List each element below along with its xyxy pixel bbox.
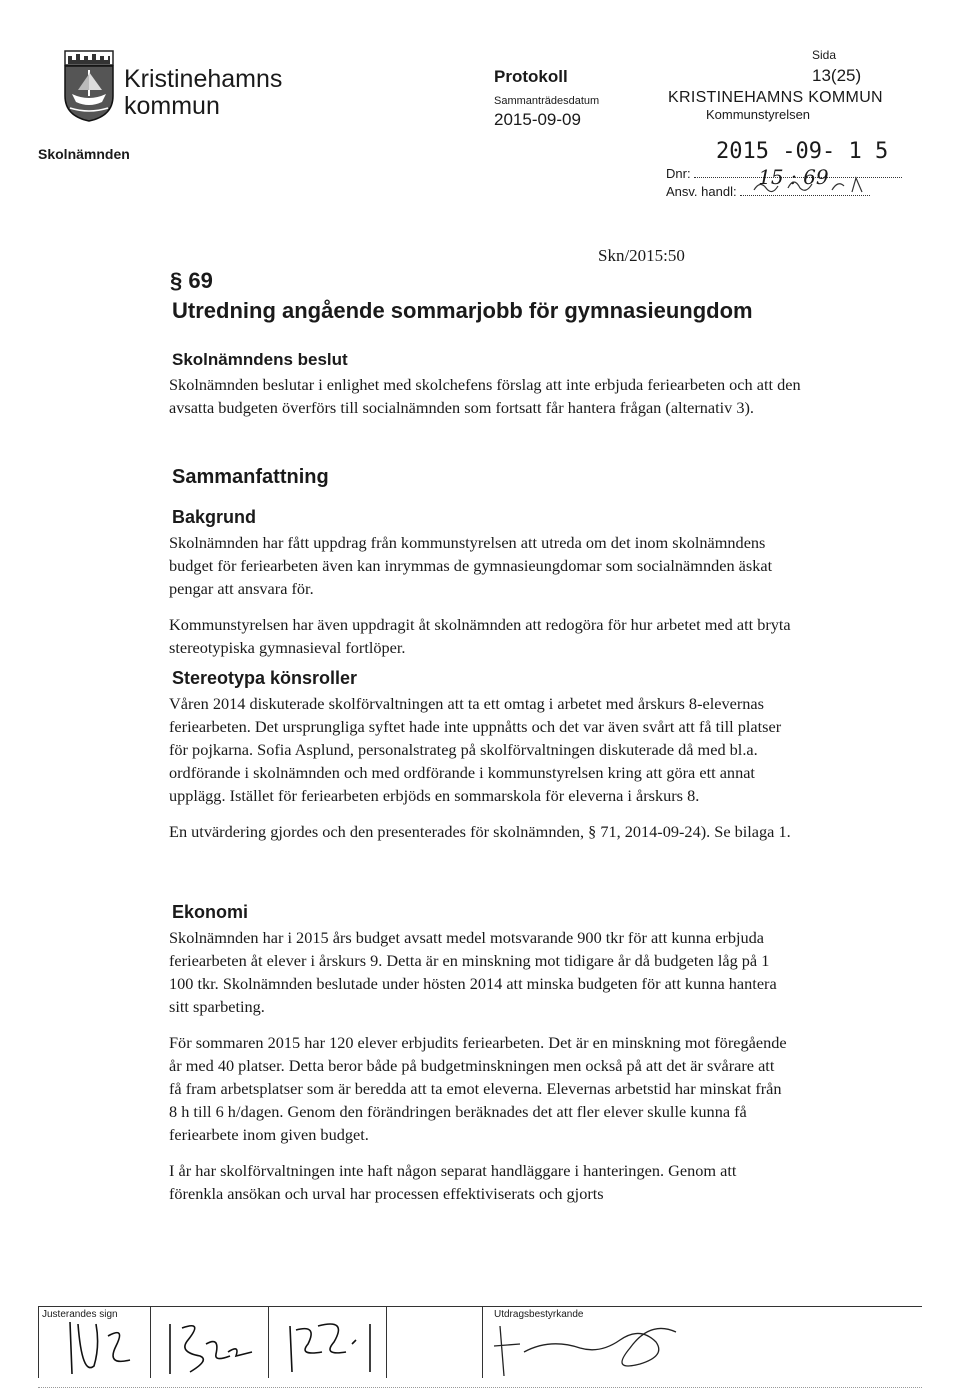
stereotypes-heading: Stereotypa könsroller <box>172 668 358 688</box>
municipal-coat-of-arms-icon <box>64 50 114 122</box>
stamp-date: 2015 -09- 1 5 <box>716 139 889 164</box>
background-heading: Bakgrund <box>172 507 257 527</box>
signature-2-icon <box>160 1316 264 1380</box>
stereotypes-paragraph-1: Våren 2014 diskuterade skolförvaltningen att ta ett omtag i arbetet med årskurs 8-elevernas feriearbeten. Det ursprungliga syftet hade inte uppnåtts och det var även svårt att få till platser för pojkarna. Sofia Asplund, personalstrateg på skolförvaltningen diskuterade då med bl.a. ordförande i skolnämnden och med ordförande i kommunstyrelsen kring att göra ett annat upplägg. Istället för feriearbeten erbjöds en sommarskola för eleverna i årskurs 8. <box>169 694 782 805</box>
stamp-responsible-label: Ansv. handl: <box>666 184 737 199</box>
economy-paragraph-2: För sommaren 2015 har 120 elever erbjudits feriearbeten. Det är en minskning mot föregående år med 40 platser. Detta beror både på budgetminskningen men också på att det är svårare att få fram arbetsplatser som är beredda att ta emot eleverna. Elevernas arbetstid har minskat från 8 h till 6 h/dagen. Genom den förändringen beräknades det att fler elever skulle kunna få feriearbete inom given budget. <box>169 1033 787 1144</box>
economy-heading: Ekonomi <box>172 902 249 922</box>
certification-label: Utdragsbestyrkande <box>494 1309 584 1320</box>
organization-name-line2: kommun <box>124 92 220 120</box>
signature-box-border <box>482 1306 483 1378</box>
stamp-department: Kommunstyrelsen <box>706 107 811 122</box>
case-title: Utredning angående sommarjobb för gymnasieungdom <box>172 298 753 323</box>
section-number <box>170 268 213 294</box>
stamp-dnr-value: 15 : 69 <box>758 165 829 189</box>
decision-paragraph: Skolnämnden beslutar i enlighet med skolchefens förslag att inte erbjuda feriearbeten och att den avsatta budgeten överförs till socialnämnden som fortsatt får hantera frågan (alternativ 3). <box>169 375 801 417</box>
section-symbol: § <box>170 268 183 293</box>
signature-box-border <box>268 1306 269 1378</box>
stereotypes-paragraph-2: En utvärdering gjordes och den presenterades för skolnämnden, § 71, 2014-09-24). Se bilaga 1. <box>169 822 791 841</box>
stamp-dnr-label: Dnr: <box>666 166 691 181</box>
committee-name: Skolnämnden <box>38 146 130 162</box>
background-paragraph-2: Kommunstyrelsen har även uppdragit åt skolnämnden att redogöra för hur arbetet med att bryta stereotypiska gymnasieval fortlöper. <box>169 615 791 657</box>
economy-paragraph-1: Skolnämnden har i 2015 års budget avsatt medel motsvarande 900 tkr för att kunna erbjuda feriearbeten åt elever i årskurs 9. Detta är en minskning mot tidigare år då budgeten låg på 1 100 tkr. Skolnämnden beslutade under hösten 2014 att minska budgeten för att kunna hantera sitt sparbeting. <box>169 928 777 1016</box>
decision-heading: Skolnämndens beslut <box>172 350 348 369</box>
background-section <box>169 531 799 659</box>
footer-divider <box>38 1306 922 1307</box>
certification-signature-icon <box>490 1312 686 1382</box>
section-number-value: 69 <box>188 268 213 293</box>
signature-box-border <box>150 1306 151 1378</box>
stereotypes-section <box>169 692 803 843</box>
signature-1-icon <box>56 1316 146 1380</box>
page-number: 13(25) <box>812 66 862 85</box>
document-type: Protokoll <box>494 67 568 86</box>
signatures-label: Justerandes sign <box>42 1309 118 1320</box>
session-date-label: Sammanträdesdatum <box>494 95 600 107</box>
organization-name-line1: Kristinehamns <box>124 65 283 93</box>
economy-paragraph-3: I år har skolförvaltningen inte haft någon separat handläggare i hanteringen. Genom att förenkla ansökan och urval har processen effektiviserats och gjorts <box>169 1161 737 1203</box>
economy-section <box>169 926 791 1205</box>
summary-heading: Sammanfattning <box>172 466 329 488</box>
signature-box-border <box>386 1306 387 1378</box>
signature-3-icon <box>278 1316 382 1380</box>
session-date: 2015-09-09 <box>494 110 581 129</box>
case-reference: Skn/2015:50 <box>598 246 685 265</box>
page-bottom-edge <box>38 1387 922 1388</box>
page-label: Sida <box>812 48 837 62</box>
stamp-handwriting-icon <box>748 164 872 196</box>
background-paragraph-1: Skolnämnden har fått uppdrag från kommunstyrelsen att utreda om det inom skolnämndens budget för feriearbeten även kan inrymmas de gymnasieungdomar som socialnämnden äskat pengar att ansvara för. <box>169 533 773 598</box>
stamp-organization: KRISTINEHAMNS KOMMUN <box>668 89 883 106</box>
signature-box-border <box>38 1306 39 1378</box>
decision-text <box>169 373 809 419</box>
